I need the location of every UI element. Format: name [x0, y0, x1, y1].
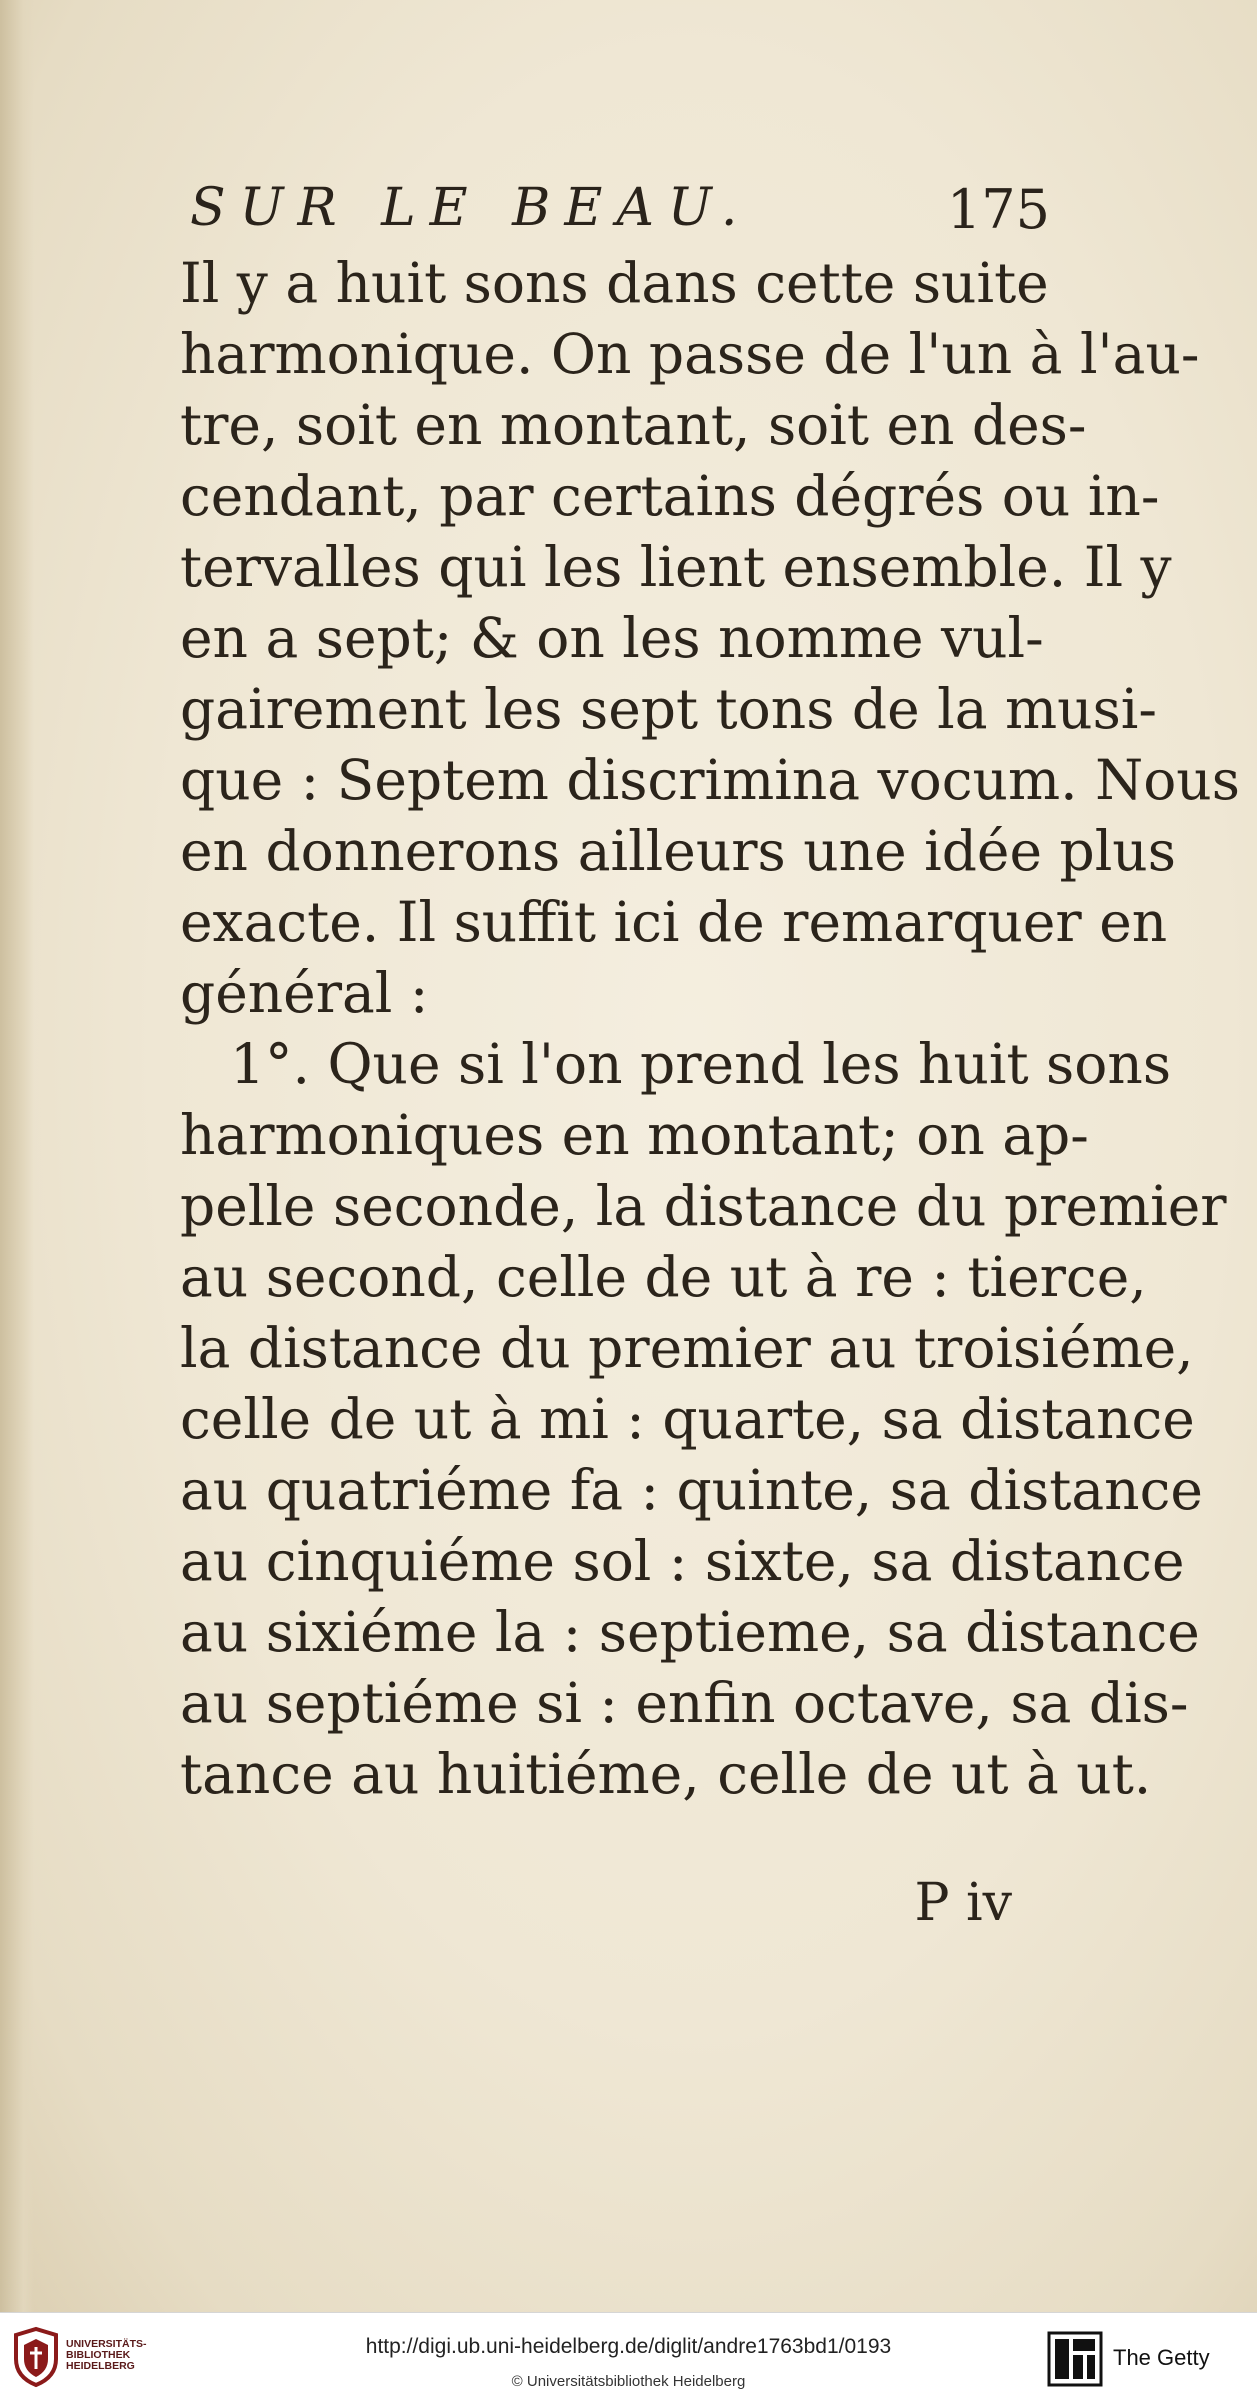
- signature-mark: P iv: [914, 1873, 1012, 1933]
- text-line: 1°. Que si l'on prend les huit sons: [230, 1032, 1172, 1096]
- text-line: général :: [180, 961, 429, 1025]
- page-edge-shadow: [0, 0, 34, 2312]
- text-line: gairement les sept tons de la musi-: [180, 677, 1157, 741]
- text-line: au second, celle de ut à re : tierce,: [180, 1245, 1147, 1309]
- university-name-line: HEIDELBERG: [66, 2360, 135, 2372]
- getty-mark-icon: [1047, 2331, 1103, 2387]
- text-line: en a sept; & on les nomme vul-: [180, 606, 1044, 670]
- running-head-title: SUR LE BEAU.: [190, 178, 752, 238]
- text-line: la distance du premier au troisiéme,: [180, 1316, 1194, 1380]
- text-line: pelle seconde, la distance du premier: [180, 1174, 1227, 1238]
- text-line: harmonique. On passe de l'un à l'au-: [180, 322, 1200, 386]
- university-name-line: BIBLIOTHEK: [66, 2349, 131, 2361]
- body-text: [180, 248, 1240, 1810]
- text-line: en donnerons ailleurs une idée plus: [180, 819, 1176, 883]
- text-line: harmoniques en montant; on ap-: [180, 1103, 1089, 1167]
- running-head: [190, 178, 1050, 248]
- text-line: tervalles qui les lient ensemble. Il y: [180, 535, 1172, 599]
- permalink-url[interactable]: http://digi.ub.uni-heidelberg.de/diglit/andre1763bd1/0193: [365, 2335, 892, 2358]
- text-line: tance au huitiéme, celle de ut à ut.: [180, 1742, 1152, 1806]
- text-line: au quatriéme fa : quinte, sa distance: [180, 1458, 1203, 1522]
- text-line: que : Septem discrimina vocum. Nous: [180, 748, 1240, 812]
- text-line: tre, soit en montant, soit en des-: [180, 393, 1087, 457]
- text-line: au sixiéme la : septieme, sa distance: [180, 1600, 1200, 1664]
- getty-logo[interactable]: [1047, 2331, 1237, 2387]
- page-number: 175: [946, 178, 1050, 241]
- text-line: celle de ut à mi : quarte, sa distance: [180, 1387, 1195, 1451]
- text-line: cendant, par certains dégrés ou in-: [180, 464, 1160, 528]
- university-name-line: UNIVERSITÄTS-: [66, 2338, 147, 2350]
- footer-bar: [0, 2312, 1257, 2402]
- copyright-notice: © Universitätsbibliothek Heidelberg: [511, 2373, 746, 2390]
- text-line: au septiéme si : enfin octave, sa dis-: [180, 1671, 1189, 1735]
- getty-name: The Getty: [1113, 2345, 1210, 2370]
- text-line: exacte. Il suffit ici de remarquer en: [180, 890, 1168, 954]
- text-line: au cinquiéme sol : sixte, sa distance: [180, 1529, 1185, 1593]
- text-line: Il y a huit sons dans cette suite: [180, 251, 1049, 315]
